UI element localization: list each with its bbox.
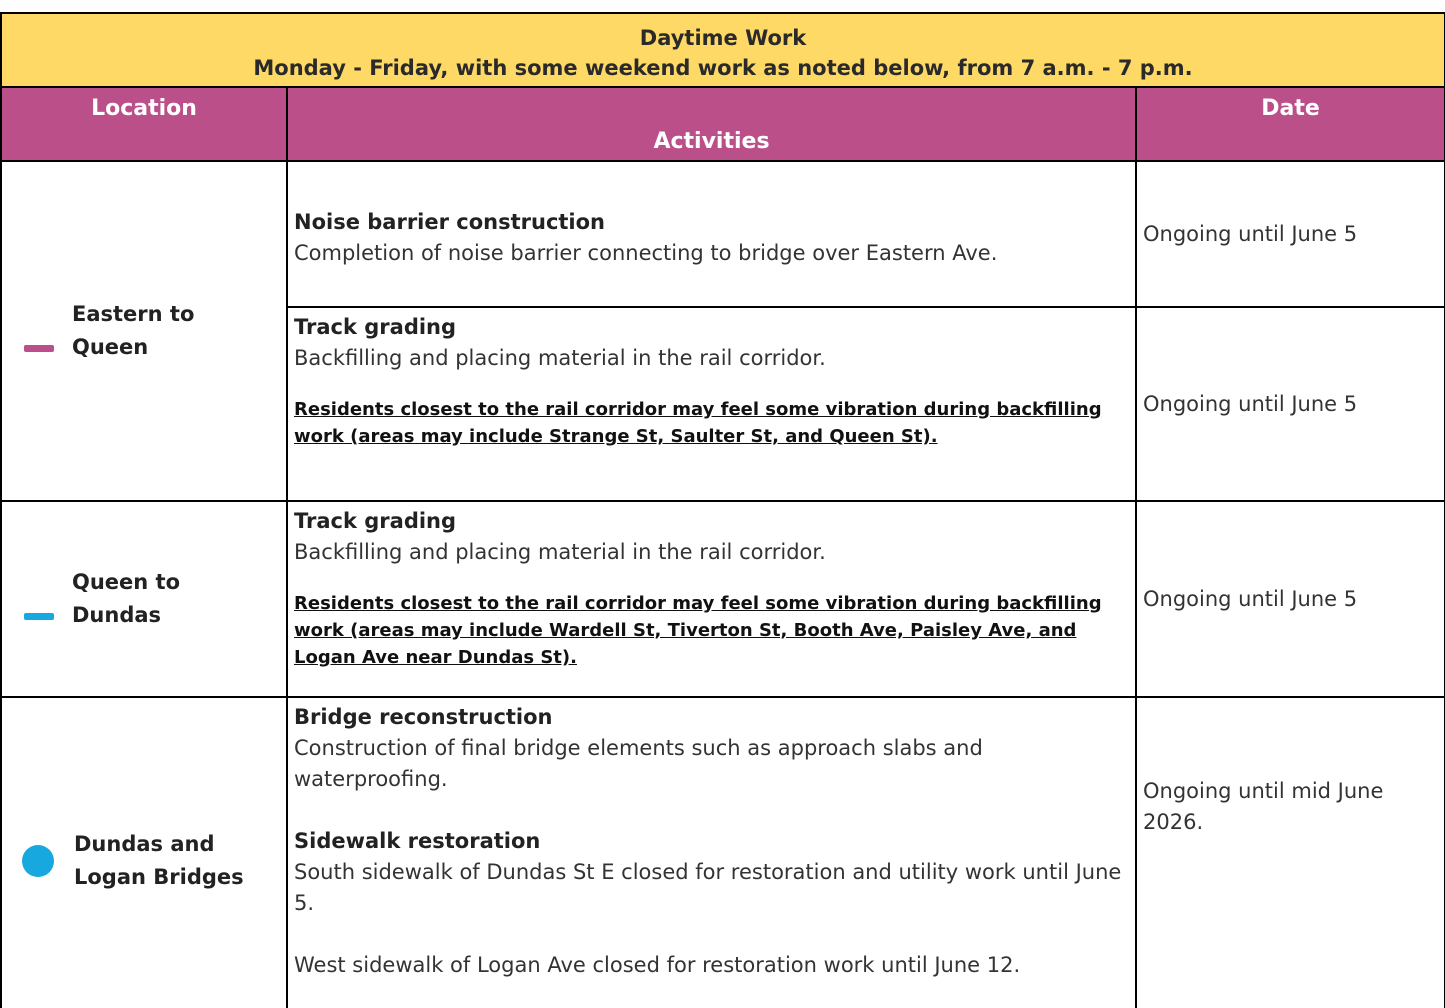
table-row [1, 501, 1445, 697]
table-row [1, 697, 1445, 1008]
activity-description: West sidewalk of Logan Ave closed for restoration work until June 12. [294, 953, 1021, 977]
activity-description: Completion of noise barrier connecting to bridge over Eastern Ave. [294, 241, 998, 265]
vibration-notice: Residents closest to the rail corridor may feel some vibration during backfilling work (areas may include Wardell St, Tiverton St, Booth Ave, Paisley Ave, and Logan Ave near Dundas St). [294, 593, 1102, 668]
column-header-row [1, 87, 1445, 161]
date-cell: Ongoing until June 5 [1136, 307, 1445, 501]
title-row [1, 13, 1445, 87]
location-cell-dundas-logan [1, 697, 287, 1008]
column-header-activities: Activities [287, 87, 1136, 161]
column-header-date: Date [1136, 87, 1445, 161]
page-title: Daytime Work [639, 26, 807, 50]
location-name: Eastern to Queen [72, 302, 195, 359]
activity-title: Noise barrier construction [294, 210, 606, 234]
location-cell-eastern-queen [1, 161, 287, 501]
pink-line-marker-icon [24, 345, 54, 352]
page-subtitle: Monday - Friday, with some weekend work as noted below, from 7 a.m. - 7 p.m. [253, 56, 1193, 80]
activity-cell [287, 501, 1136, 697]
title-banner [1, 13, 1445, 87]
date-cell: Ongoing until mid June 2026. [1136, 697, 1445, 1008]
activity-title: Track grading [294, 509, 457, 533]
location-name: Dundas and Logan Bridges [74, 832, 244, 889]
activity-title: Track grading [294, 315, 457, 339]
activity-description: Backfilling and placing material in the rail corridor. [294, 540, 826, 564]
date-cell: Ongoing until June 5 [1136, 161, 1445, 307]
activity-cell [287, 161, 1136, 307]
location-name: Queen to Dundas [72, 570, 181, 627]
blue-line-marker-icon [24, 613, 54, 620]
blue-circle-marker-icon [22, 845, 54, 877]
activity-cell [287, 697, 1136, 1008]
activity-title: Bridge reconstruction [294, 705, 553, 729]
activity-cell [287, 307, 1136, 501]
schedule-table [0, 12, 1445, 1008]
location-cell-queen-dundas [1, 501, 287, 697]
column-header-location: Location [1, 87, 287, 161]
activity-title: Sidewalk restoration [294, 829, 541, 853]
vibration-notice: Residents closest to the rail corridor may feel some vibration during backfilling work (areas may include Strange St, Saulter St, and Queen St). [294, 399, 1102, 447]
date-cell: Ongoing until June 5 [1136, 501, 1445, 697]
activity-description: Backfilling and placing material in the rail corridor. [294, 346, 826, 370]
table-row [1, 161, 1445, 307]
activity-description: Construction of final bridge elements such as approach slabs and waterproofing. [294, 736, 983, 791]
activity-description: South sidewalk of Dundas St E closed for restoration and utility work until June 5. [294, 860, 1122, 915]
